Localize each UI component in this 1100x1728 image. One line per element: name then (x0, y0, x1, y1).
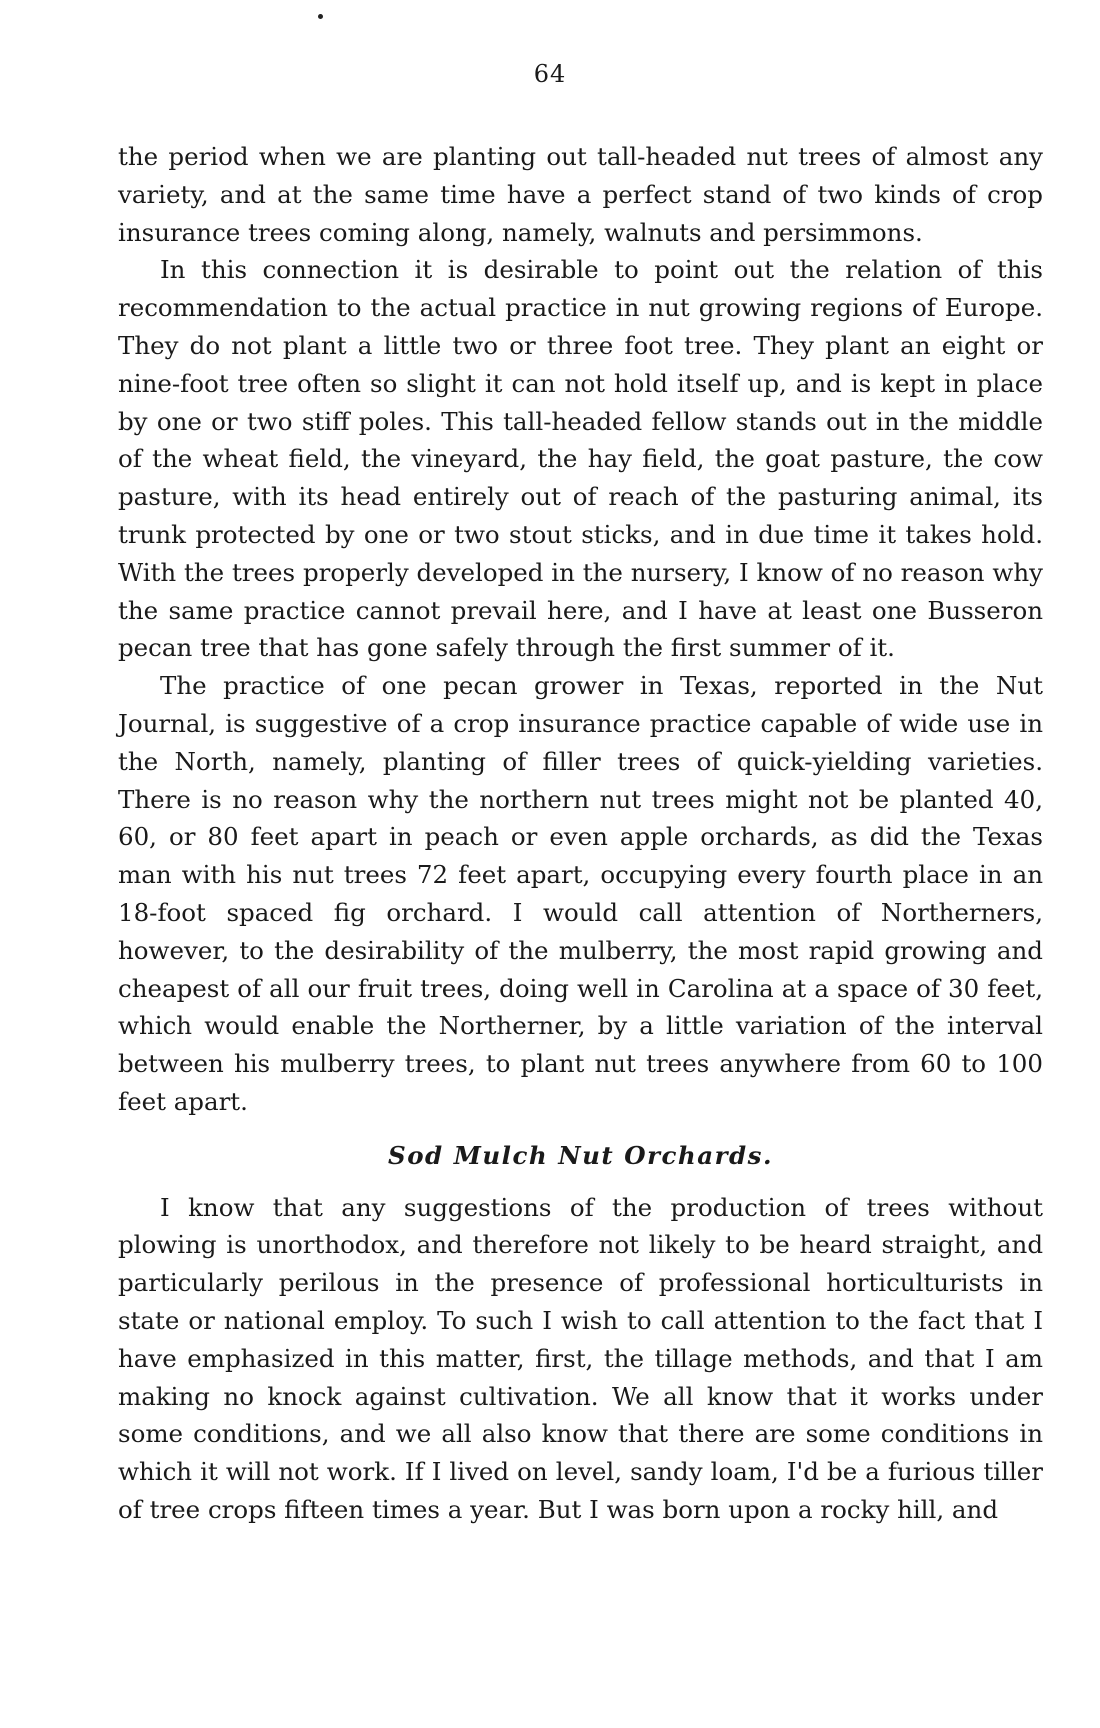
paragraph-continued: the period when we are planting out tall-headed nut trees of almost any variety, and at the same time have a perfect stand of two kinds of crop insurance trees coming along, namely, walnuts and persimmons. (118, 142, 1043, 247)
body-text (118, 138, 1043, 1529)
ink-speck (318, 14, 323, 19)
paragraph-sod-mulch: I know that any suggestions of the production of trees without plowing is unorthodox, and therefore not likely to be heard straight, and particularly perilous in the presence of professional horticulturists in state or national employ. To such I wish to call attention to the fact that I have emphasized in this matter, first, the tillage methods, and that I am making no knock against cultivation. We all know that it works under some conditions, and we all also know that there are some conditions in which it will not work. If I lived on level, sandy loam, I'd be a furious tiller of tree crops fifteen times a year. But I was born upon a rocky hill, and (118, 1192, 1043, 1524)
section-heading: Sod Mulch Nut Orchards. (388, 1140, 773, 1170)
paragraph-texas-pecan: The practice of one pecan grower in Texas, reported in the Nut Journal, is suggestive of a crop insurance practice capable of wide use in the North, namely, planting of filler trees of quick-yielding varieties. There is no reason why the northern nut trees might not be planted 40, 60, or 80 feet apart in peach or even apple orchards, as did the Texas man with his nut trees 72 feet apart, occupying every fourth place in an 18-foot spaced fig orchard. I would call attention of Northerners, however, to the desirability of the mulberry, the most rapid growing and cheapest of all our fruit trees, doing well in Carolina at a space of 30 feet, which would enable the Northerner, by a little variation of the interval between his mulberry trees, to plant nut trees anywhere from 60 to 100 feet apart. (118, 671, 1043, 1116)
paragraph-europe-practice: In this connection it is desirable to point out the relation of this recommendation to the actual practice in nut growing regions of Europe. They do not plant a little two or three foot tree. They plant an eight or nine-foot tree often so slight it can not hold itself up, and is kept in place by one or two stiff poles. This tall-headed fellow stands out in the middle of the wheat field, the vineyard, the hay field, the goat pasture, the cow pasture, with its head entirely out of reach of the pasturing animal, its trunk protected by one or two stout sticks, and in due time it takes hold. With the trees properly developed in the nursery, I know of no reason why the same practice cannot prevail here, and I have at least one Busseron pecan tree that has gone safely through the first summer of it. (118, 255, 1043, 663)
page-number: 64 (533, 60, 567, 88)
